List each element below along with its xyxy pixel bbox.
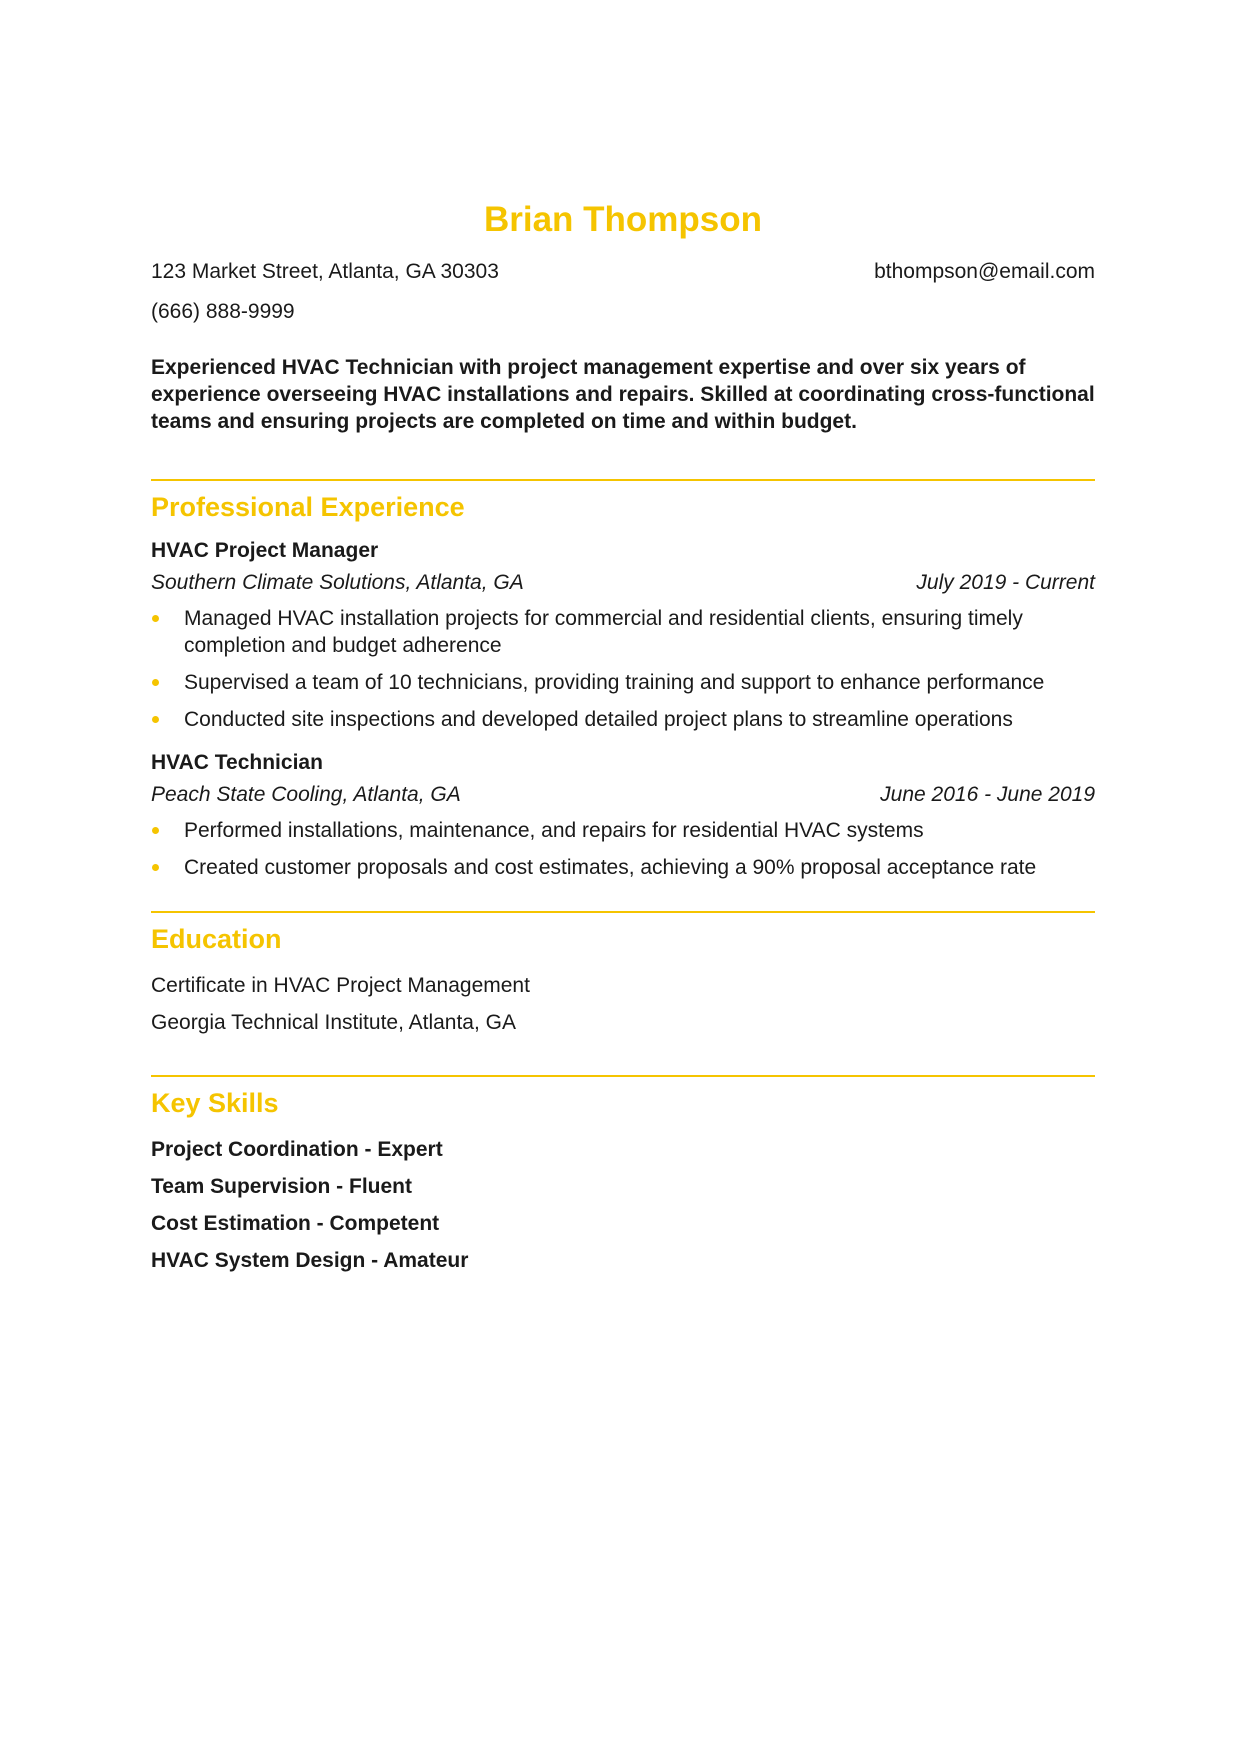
job-title: HVAC Technician <box>151 751 323 774</box>
job-bullets <box>151 605 1095 733</box>
bullet-icon <box>152 679 159 686</box>
bullet-icon <box>152 716 159 723</box>
skill-item: Cost Estimation - Competent <box>151 1212 440 1235</box>
skill-item: HVAC System Design - Amateur <box>151 1249 469 1272</box>
job-company: Southern Climate Solutions, Atlanta, GA <box>151 571 524 594</box>
experience-section <box>151 479 1095 881</box>
education-degree: Certificate in HVAC Project Management <box>151 974 530 997</box>
summary: Experienced HVAC Technician with project management expertise and over six years of experience overseeing HVAC installations and repairs. Skilled at coordinating cross-functional teams and ensuring projects are completed on time and within budget. <box>151 356 1095 433</box>
bullet-icon <box>152 864 159 871</box>
list-item <box>151 854 1095 881</box>
skills-section <box>151 1075 1095 1279</box>
list-item <box>151 817 1095 844</box>
job-company: Peach State Cooling, Atlanta, GA <box>151 783 461 806</box>
section-title: Key Skills <box>151 1088 279 1118</box>
education-school: Georgia Technical Institute, Atlanta, GA <box>151 1011 516 1034</box>
job-dates: July 2019 - Current <box>916 571 1095 594</box>
job-entry <box>151 747 1095 881</box>
job-entry <box>151 535 1095 733</box>
skill-item: Project Coordination - Expert <box>151 1138 443 1161</box>
skill-item: Team Supervision - Fluent <box>151 1175 412 1198</box>
job-dates: June 2016 - June 2019 <box>880 783 1095 806</box>
bullet-text: Managed HVAC installation projects for commercial and residential clients, ensuring timely completion and budget adherence <box>184 607 1023 657</box>
candidate-name: Brian Thompson <box>483 200 763 239</box>
bullet-text: Created customer proposals and cost estimates, achieving a 90% proposal acceptance rate <box>184 856 1037 879</box>
address: 123 Market Street, Atlanta, GA 30303 <box>151 260 499 283</box>
bullet-text: Performed installations, maintenance, and repairs for residential HVAC systems <box>184 819 924 842</box>
section-title: Education <box>151 924 282 954</box>
job-meta <box>151 779 1095 811</box>
section-title: Professional Experience <box>151 492 465 522</box>
bullet-icon <box>152 615 159 622</box>
list-item <box>151 605 1095 659</box>
job-title: HVAC Project Manager <box>151 539 379 562</box>
education-section <box>151 911 1095 1041</box>
bullet-text: Supervised a team of 10 technicians, providing training and support to enhance performance <box>184 671 1045 694</box>
list-item <box>151 669 1095 696</box>
bullet-icon <box>152 827 159 834</box>
bullet-text: Conducted site inspections and developed detailed project plans to streamline operations <box>184 708 1013 731</box>
job-bullets <box>151 817 1095 881</box>
resume-content <box>151 196 1095 1279</box>
contact-row <box>151 252 1095 292</box>
contact-row-phone <box>151 292 1095 332</box>
phone: (666) 888-9999 <box>151 300 295 323</box>
email: bthompson@email.com <box>874 260 1095 283</box>
job-meta <box>151 567 1095 599</box>
list-item <box>151 706 1095 733</box>
